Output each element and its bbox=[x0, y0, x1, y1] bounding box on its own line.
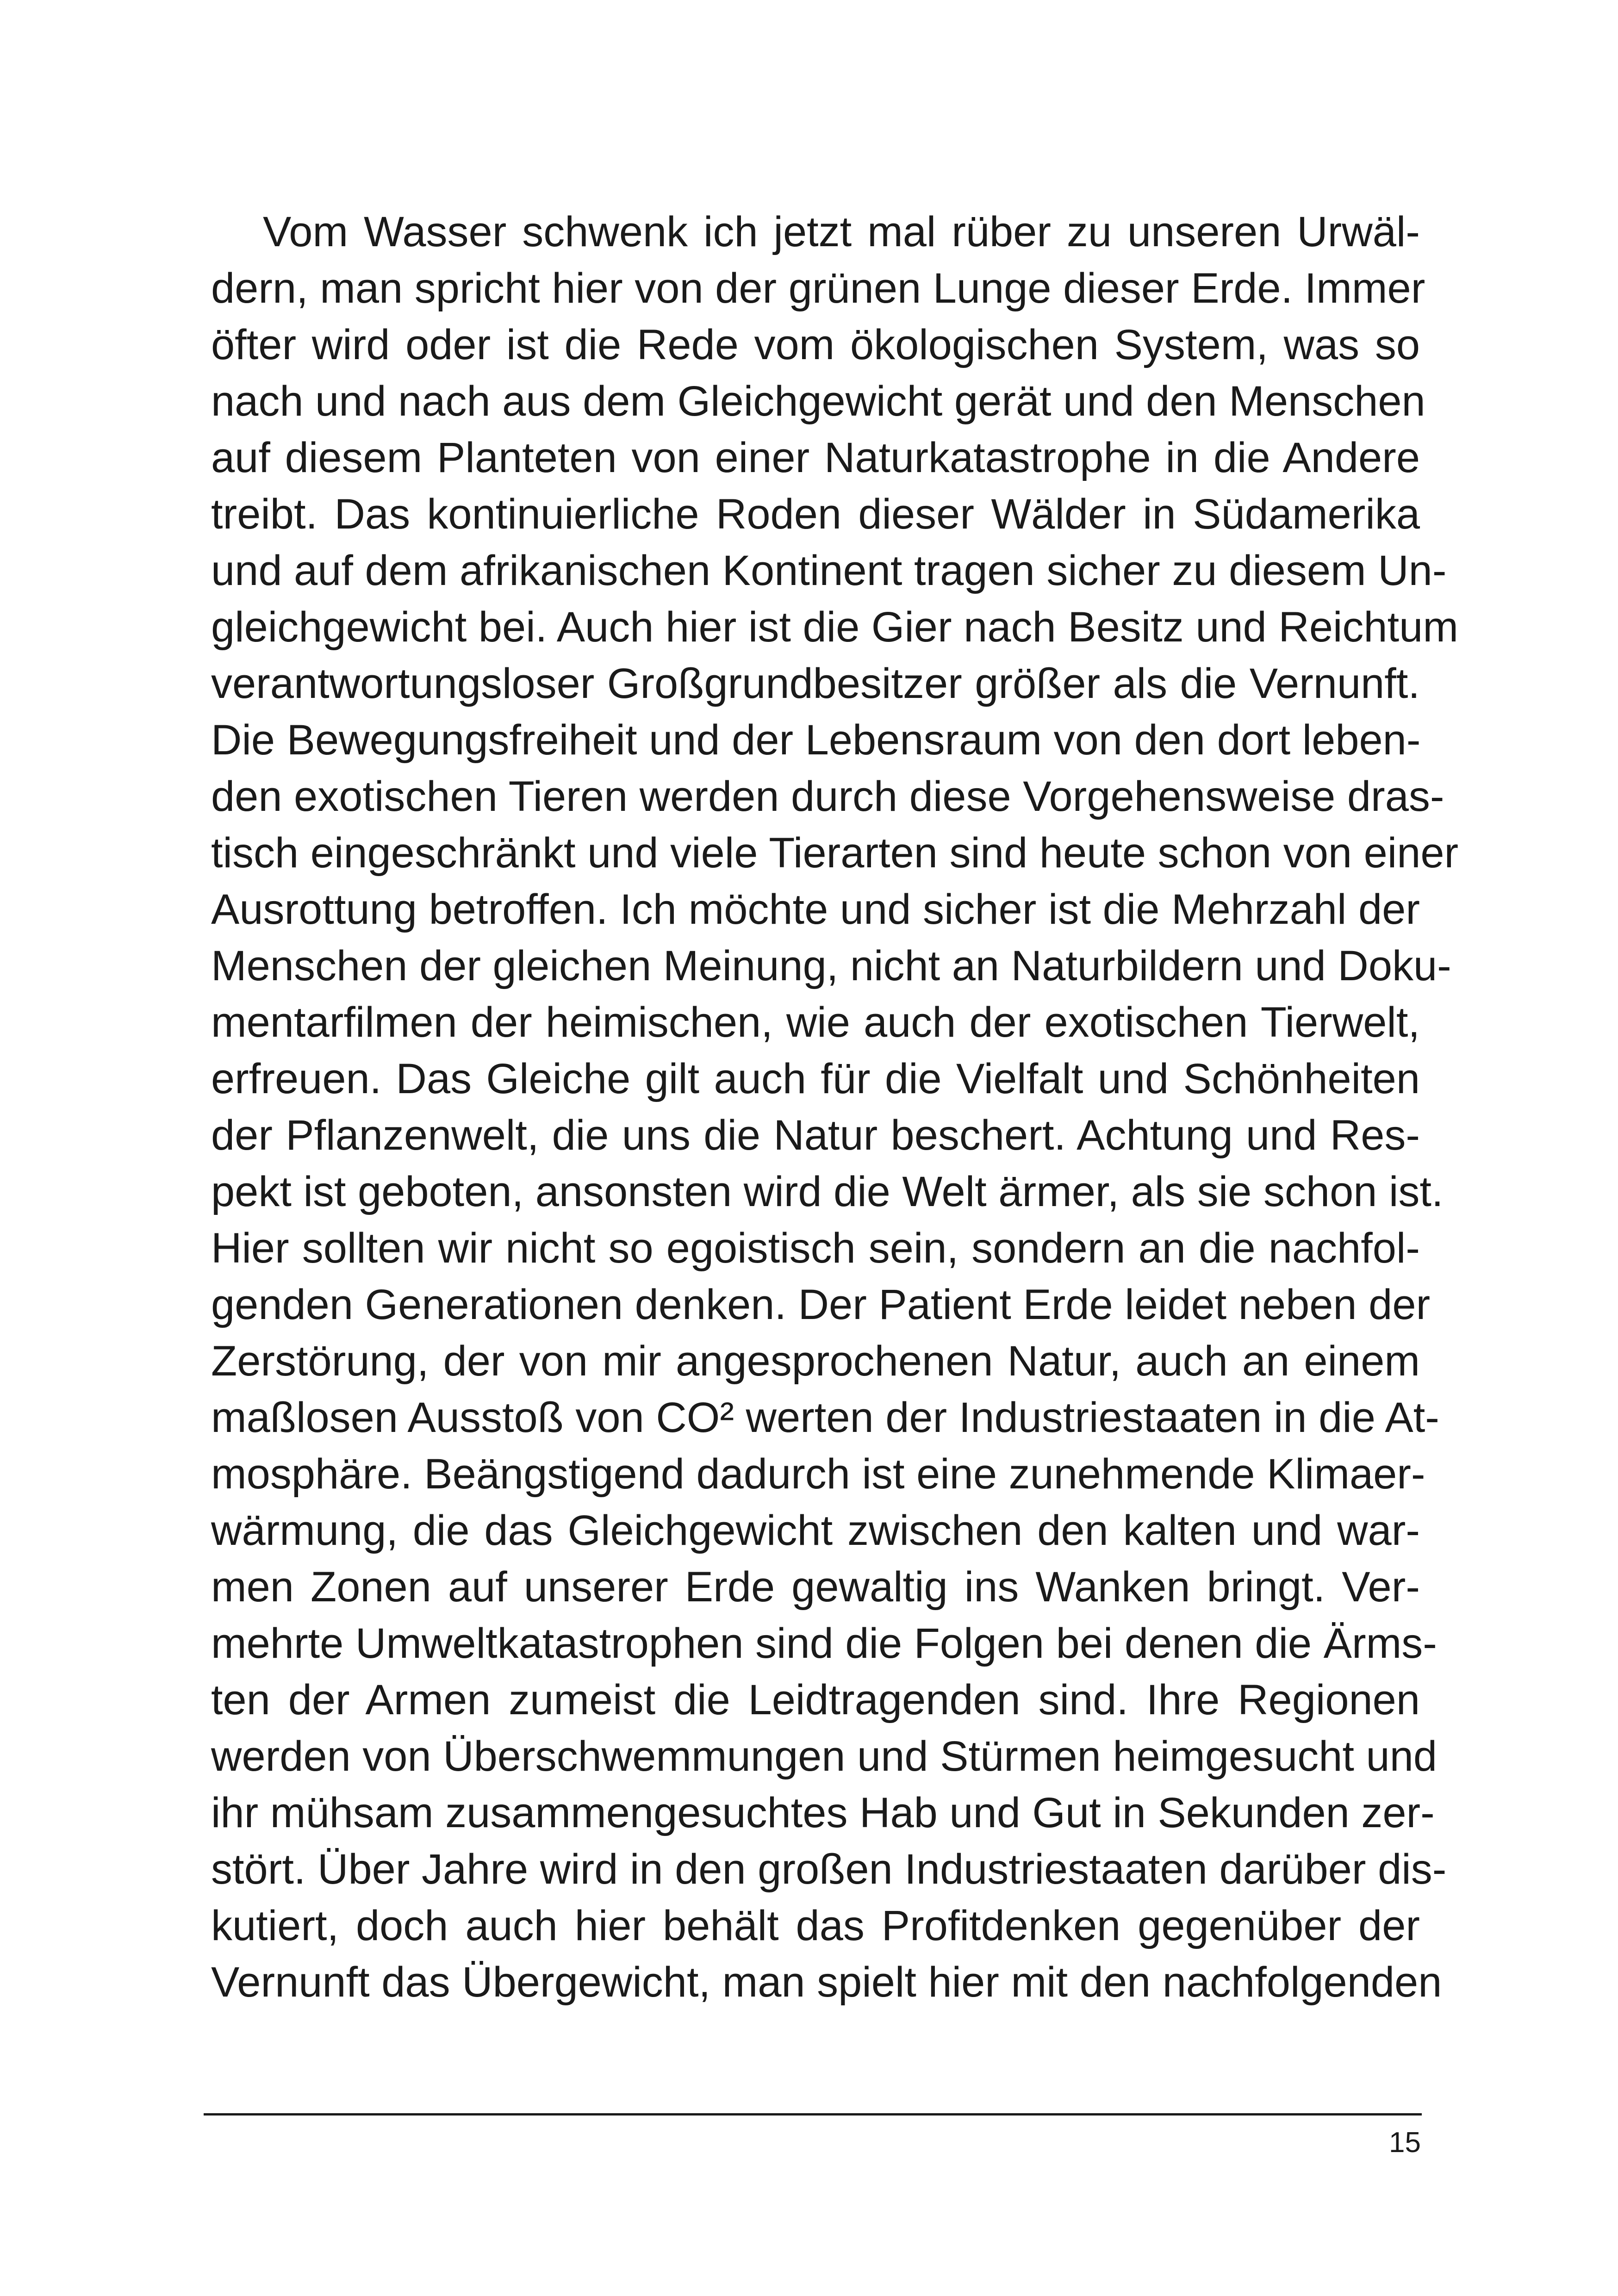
text-line: auf diesem Planteten von einer Naturkatastrophe in die Andere bbox=[211, 434, 1420, 481]
text-line: Zerstörung, der von mir angesprochenen Natur, auch an einem bbox=[211, 1338, 1420, 1385]
body-text bbox=[211, 204, 1459, 2010]
text-line: der Pflanzenwelt, die uns die Natur beschert. Achtung und Res- bbox=[211, 1112, 1420, 1159]
text-line: dern, man spricht hier von der grünen Lunge dieser Erde. Immer bbox=[211, 265, 1425, 312]
text-line: Die Bewegungsfreiheit und der Lebensraum von den dort leben- bbox=[211, 716, 1421, 764]
text-line: ten der Armen zumeist die Leidtragenden sind. Ihre Regionen bbox=[211, 1676, 1420, 1724]
text-line: ihr mühsam zusammengesuchtes Hab und Gut in Sekunden zer- bbox=[211, 1789, 1435, 1836]
text-line: Vom Wasser schwenk ich jetzt mal rüber zu unseren Urwäl- bbox=[263, 208, 1420, 255]
text-line: und auf dem afrikanischen Kontinent tragen sicher zu diesem Un- bbox=[211, 547, 1447, 594]
text-line: wärmung, die das Gleichgewicht zwischen den kalten und war- bbox=[211, 1507, 1420, 1554]
text-line: den exotischen Tieren werden durch diese Vorgehensweise dras- bbox=[211, 773, 1444, 820]
text-line: men Zonen auf unserer Erde gewaltig ins Wanken bringt. Ver- bbox=[211, 1563, 1420, 1611]
footer-divider bbox=[204, 2113, 1422, 2116]
text-line: nach und nach aus dem Gleichgewicht gerät und den Menschen bbox=[211, 378, 1425, 425]
text-line: Hier sollten wir nicht so egoistisch sein, sondern an die nachfol- bbox=[211, 1225, 1420, 1272]
text-line: genden Generationen denken. Der Patient Erde leidet neben der bbox=[211, 1281, 1431, 1328]
text-line: Menschen der gleichen Meinung, nicht an Naturbildern und Doku- bbox=[211, 942, 1451, 989]
text-line: Vernunft das Übergewicht, man spielt hier mit den nachfolgenden bbox=[211, 1959, 1442, 2006]
text-line: pekt ist geboten, ansonsten wird die Welt ärmer, als sie schon ist. bbox=[211, 1168, 1444, 1215]
text-line: gleichgewicht bei. Auch hier ist die Gier nach Besitz und Reichtum bbox=[211, 604, 1458, 651]
text-line: kutiert, doch auch hier behält das Profitdenken gegenüber der bbox=[211, 1902, 1420, 1949]
text-line: verantwortungsloser Großgrundbesitzer größer als die Vernunft. bbox=[211, 660, 1420, 707]
text-line: öfter wird oder ist die Rede vom ökologischen System, was so bbox=[211, 321, 1420, 368]
text-line: mehrte Umweltkatastrophen sind die Folgen bei denen die Ärms- bbox=[211, 1620, 1437, 1667]
text-line: mentarfilmen der heimischen, wie auch der exotischen Tierwelt, bbox=[211, 999, 1420, 1046]
page-number: 15 bbox=[1389, 2127, 1421, 2159]
text-line: erfreuen. Das Gleiche gilt auch für die Vielfalt und Schönheiten bbox=[211, 1055, 1420, 1102]
text-line: werden von Überschwemmungen und Stürmen heimgesucht und bbox=[211, 1733, 1438, 1780]
text-line: mosphäre. Beängstigend dadurch ist eine zunehmende Klimaer- bbox=[211, 1450, 1425, 1498]
text-line: Ausrottung betroffen. Ich möchte und sicher ist die Mehrzahl der bbox=[211, 886, 1420, 933]
text-line: stört. Über Jahre wird in den großen Industriestaaten darüber dis- bbox=[211, 1846, 1447, 1893]
text-line: maßlosen Ausstoß von CO² werten der Industriestaaten in die At- bbox=[211, 1394, 1439, 1441]
text-line: tisch eingeschränkt und viele Tierarten sind heute schon von einer bbox=[211, 829, 1459, 877]
text-line: treibt. Das kontinuierliche Roden dieser Wälder in Südamerika bbox=[211, 491, 1420, 538]
